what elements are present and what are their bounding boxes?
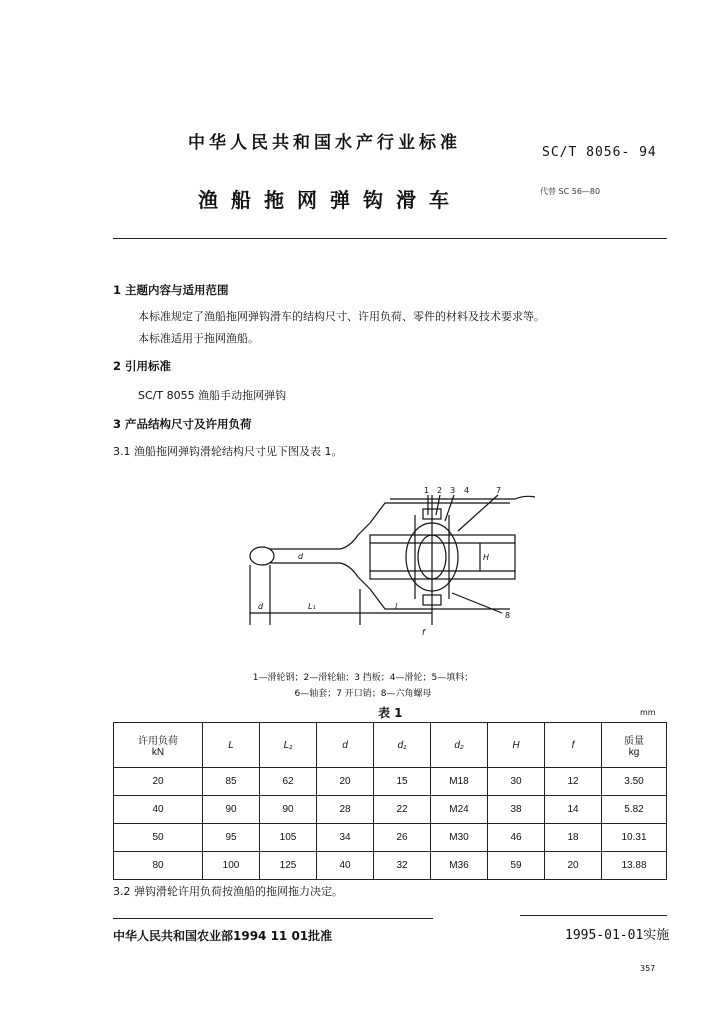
cell-l1: 62	[260, 768, 317, 796]
callout-8: 8	[505, 611, 511, 620]
spec-table	[113, 722, 667, 880]
figure-caption-line-2: 6—轴套；7 开口销；8—六角螺母	[294, 689, 432, 699]
document-title: 渔船拖网弹钩滑车	[198, 188, 462, 212]
cell-d2: M36	[431, 852, 488, 880]
table-row	[114, 852, 667, 880]
header-d1: d₁	[374, 723, 431, 768]
pulley-drawing	[240, 485, 550, 645]
header-divider	[113, 238, 667, 239]
footer-divider-left	[113, 918, 433, 919]
dim-d: d	[258, 602, 264, 611]
cell-f: 12	[545, 768, 602, 796]
cell-h: 59	[488, 852, 545, 880]
callout-7: 7	[496, 486, 502, 495]
section-3-1-text: 3.1 渔船拖网弹钩滑轮结构尺寸见下图及表 1。	[113, 445, 343, 458]
section-1-para-2: 本标准适用于拖网渔船。	[138, 332, 259, 345]
cell-h: 46	[488, 824, 545, 852]
cell-load: 20	[114, 768, 203, 796]
standard-title: 中华人民共和国水产行业标准	[188, 133, 461, 153]
header-h: H	[488, 723, 545, 768]
table-row	[114, 796, 667, 824]
section-2-heading: 2 引用标准	[113, 359, 172, 373]
callout-1: 1	[424, 486, 430, 495]
cell-d2: M30	[431, 824, 488, 852]
approval-note: 中华人民共和国农业部1994 11 01批准	[113, 929, 333, 943]
cell-mass: 10.31	[602, 824, 667, 852]
cell-d: 34	[317, 824, 374, 852]
header-d2: d₂	[431, 723, 488, 768]
cell-l1: 90	[260, 796, 317, 824]
implementation-date: 1995-01-01实施	[565, 928, 670, 943]
cell-load: 50	[114, 824, 203, 852]
cell-l: 100	[203, 852, 260, 880]
header-d: d	[317, 723, 374, 768]
footer-divider-right	[520, 915, 667, 916]
header-l: L	[203, 723, 260, 768]
standard-code: SC/T 8056- 94	[542, 145, 657, 160]
cell-l: 90	[203, 796, 260, 824]
cell-d1: 26	[374, 824, 431, 852]
table-row	[114, 768, 667, 796]
dim-l1: L₁	[308, 602, 316, 611]
callout-2: 2	[437, 486, 443, 495]
replaces-note: 代替 SC 56—80	[540, 187, 601, 196]
cell-l: 95	[203, 824, 260, 852]
dim-h: H	[483, 553, 490, 562]
cell-mass: 3.50	[602, 768, 667, 796]
cell-d2: M24	[431, 796, 488, 824]
dim-d-shank: d	[298, 552, 304, 561]
cell-mass: 13.88	[602, 852, 667, 880]
cell-d: 20	[317, 768, 374, 796]
cell-d1: 15	[374, 768, 431, 796]
cell-h: 38	[488, 796, 545, 824]
cell-h: 30	[488, 768, 545, 796]
cell-d: 40	[317, 852, 374, 880]
section-2-reference: SC/T 8055 渔船手动拖网弹钩	[138, 389, 287, 402]
header-l1: L₁	[260, 723, 317, 768]
section-3-heading: 3 产品结构尺寸及许用负荷	[113, 417, 252, 431]
cell-mass: 5.82	[602, 796, 667, 824]
header-f: f	[545, 723, 602, 768]
callout-3: 3	[450, 486, 456, 495]
callout-4: 4	[464, 486, 470, 495]
cell-d1: 32	[374, 852, 431, 880]
cell-d2: M18	[431, 768, 488, 796]
cell-d: 28	[317, 796, 374, 824]
cell-f: 20	[545, 852, 602, 880]
cell-l1: 105	[260, 824, 317, 852]
cell-l1: 125	[260, 852, 317, 880]
table-header-row	[114, 723, 667, 768]
page-number: 357	[640, 964, 656, 973]
section-3-2-text: 3.2 弹钩滑轮许用负荷按渔船的拖网拖力决定。	[113, 885, 343, 898]
cell-load: 40	[114, 796, 203, 824]
table-title: 表 1	[378, 706, 403, 720]
cell-d1: 22	[374, 796, 431, 824]
dim-f: f	[422, 628, 425, 637]
table-row	[114, 824, 667, 852]
cell-load: 80	[114, 852, 203, 880]
section-1-heading: 1 主题内容与适用范围	[113, 283, 229, 297]
cell-l: 85	[203, 768, 260, 796]
figure-caption-line-1: 1—滑轮钢；2—滑轮轴；3 挡板；4—滑轮；5—填料；	[252, 673, 474, 683]
section-1-para-1: 本标准规定了渔船拖网弹钩滑车的结构尺寸、许用负荷、零件的材料及技术要求等。	[138, 310, 545, 323]
header-mass: 质量 kg	[602, 723, 667, 768]
table-unit: mm	[640, 708, 656, 717]
header-load: 许用负荷 kN	[114, 723, 203, 768]
cell-f: 18	[545, 824, 602, 852]
dim-l: l	[395, 602, 398, 611]
cell-f: 14	[545, 796, 602, 824]
